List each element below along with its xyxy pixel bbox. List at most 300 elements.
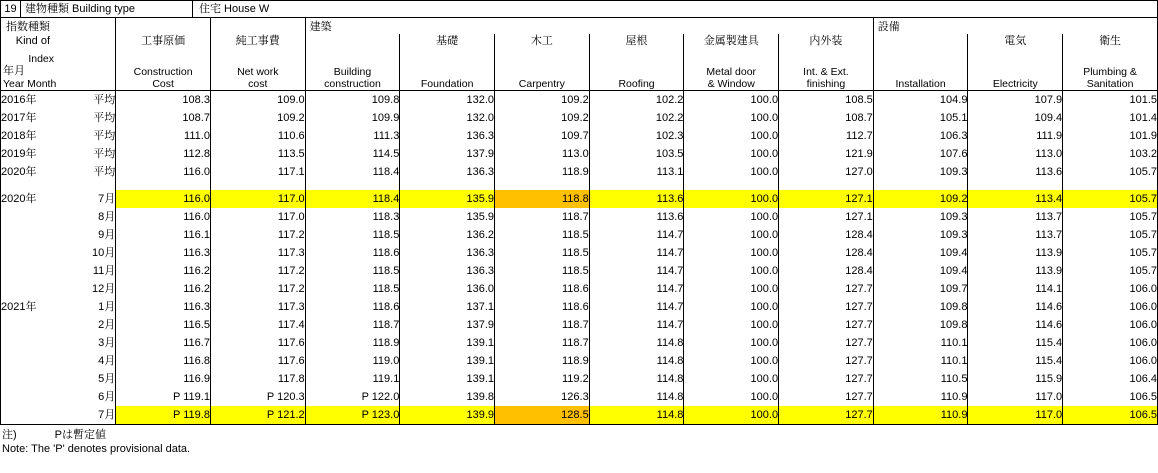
cell-foundation: 135.9 xyxy=(400,208,495,226)
row-month: 2月 xyxy=(54,316,116,334)
col-en-electricity xyxy=(968,48,1063,90)
row-year: 2020年 xyxy=(1,165,37,178)
table-row xyxy=(1,334,1158,352)
cell-electricity: 113.4 xyxy=(968,190,1063,208)
row-year xyxy=(1,388,55,406)
row-month: 7月 xyxy=(54,190,116,208)
spacer-cell xyxy=(495,181,590,190)
cell-foundation: 135.9 xyxy=(400,190,495,208)
col-jp-construction-cost: 工事原価 xyxy=(116,34,211,48)
cell-construction-cost: 116.7 xyxy=(116,334,211,352)
row-month: 8月 xyxy=(54,208,116,226)
cell-plumbing: 105.7 xyxy=(1063,262,1158,280)
cell-construction-cost: 116.0 xyxy=(116,190,211,208)
table-row xyxy=(1,280,1158,298)
header-year-month-en: Year Month xyxy=(3,77,57,90)
cell-building-construction: 118.3 xyxy=(305,208,400,226)
spacer-cell xyxy=(400,181,495,190)
cell-installation: 109.3 xyxy=(873,208,968,226)
cell-installation: 109.4 xyxy=(873,262,968,280)
col-en-plumbing-l2: Sanitation xyxy=(1086,77,1134,90)
cell-foundation: 136.3 xyxy=(400,163,495,181)
cell-roofing: 114.7 xyxy=(589,316,684,334)
header-blank-d xyxy=(400,18,495,34)
cell-electricity: 115.9 xyxy=(968,370,1063,388)
col-en-metal-door xyxy=(684,48,779,90)
cell-metal-door: 100.0 xyxy=(684,370,779,388)
cell-carpentry: 118.7 xyxy=(495,208,590,226)
cell-building-construction: 109.8 xyxy=(305,90,400,109)
cell-roofing: 114.7 xyxy=(589,244,684,262)
cell-metal-door: 100.0 xyxy=(684,352,779,370)
cell-foundation: 139.1 xyxy=(400,370,495,388)
cell-electricity: 114.6 xyxy=(968,316,1063,334)
cell-construction-cost: 112.8 xyxy=(116,145,211,163)
cell-plumbing: 105.7 xyxy=(1063,244,1158,262)
note-jp-text: Pは暫定値 xyxy=(54,428,107,441)
row-month: 10月 xyxy=(54,244,116,262)
spacer-cell xyxy=(116,181,211,190)
cell-electricity: 115.4 xyxy=(968,352,1063,370)
cell-foundation: 132.0 xyxy=(400,90,495,109)
cell-construction-cost: 116.3 xyxy=(116,298,211,316)
cell-metal-door: 100.0 xyxy=(684,127,779,145)
col-en-int-ext-finishing xyxy=(779,48,874,90)
cell-installation: 109.4 xyxy=(873,244,968,262)
spacer-cell xyxy=(1,181,55,190)
cell-metal-door: 100.0 xyxy=(684,190,779,208)
cell-building-construction: 119.0 xyxy=(305,352,400,370)
row-year xyxy=(1,226,55,244)
row-year xyxy=(1,370,55,388)
cell-installation: 110.5 xyxy=(873,370,968,388)
cell-metal-door: 100.0 xyxy=(684,280,779,298)
cell-metal-door: 100.0 xyxy=(684,145,779,163)
col-jp-building-construction xyxy=(305,34,400,48)
cell-electricity: 107.9 xyxy=(968,90,1063,109)
row-month: 3月 xyxy=(54,334,116,352)
cell-carpentry: 118.6 xyxy=(495,280,590,298)
cell-building-construction: 118.5 xyxy=(305,280,400,298)
cell-net-work-cost: P 121.2 xyxy=(210,406,305,425)
cell-installation: 109.7 xyxy=(873,280,968,298)
cell-net-work-cost: 117.0 xyxy=(210,190,305,208)
row-month: 4月 xyxy=(54,352,116,370)
row-year: 2016年 xyxy=(1,93,37,106)
col-jp-int-ext-finishing: 内外装 xyxy=(779,34,874,48)
header-index-kind-jp: 指数種類 xyxy=(6,21,51,33)
col-en-installation xyxy=(873,48,968,90)
col-jp-net-work-cost: 純工事費 xyxy=(210,34,305,48)
cell-int-ext-finishing: 127.7 xyxy=(779,352,874,370)
cell-carpentry: 119.2 xyxy=(495,370,590,388)
cell-metal-door: 100.0 xyxy=(684,226,779,244)
cell-electricity: 113.0 xyxy=(968,145,1063,163)
header-english-row xyxy=(1,48,1158,90)
row-month: 11月 xyxy=(54,262,116,280)
cell-construction-cost: 116.2 xyxy=(116,280,211,298)
col-jp-carpentry: 木工 xyxy=(495,34,590,48)
cell-int-ext-finishing: 108.5 xyxy=(779,90,874,109)
spacer-cell xyxy=(210,181,305,190)
cell-carpentry: 109.2 xyxy=(495,109,590,127)
cell-foundation: 136.0 xyxy=(400,280,495,298)
row-month: 5月 xyxy=(54,370,116,388)
row-month: 7月 xyxy=(54,406,116,425)
cell-electricity: 117.0 xyxy=(968,406,1063,425)
cell-roofing: 114.7 xyxy=(589,262,684,280)
table-row xyxy=(1,226,1158,244)
cell-int-ext-finishing: 127.7 xyxy=(779,334,874,352)
cell-carpentry: 118.9 xyxy=(495,163,590,181)
cell-foundation: 139.1 xyxy=(400,334,495,352)
row-year xyxy=(1,316,55,334)
table-row xyxy=(1,109,1158,127)
cell-int-ext-finishing: 127.1 xyxy=(779,190,874,208)
cell-roofing: 102.2 xyxy=(589,109,684,127)
header-blank-i xyxy=(968,18,1063,34)
col-en-net-work-cost-l1: Net work xyxy=(237,65,279,78)
cell-plumbing: 106.5 xyxy=(1063,406,1158,425)
col-en-building-construction-l2: construction xyxy=(324,77,381,90)
col-jp-roofing: 屋根 xyxy=(589,34,684,48)
row-year: 2017年 xyxy=(1,111,37,124)
header-year-month-jp: 年月 xyxy=(3,64,25,77)
row-year: 2018年 xyxy=(1,129,37,142)
caption-number: 19 xyxy=(1,1,21,17)
cell-int-ext-finishing: 127.0 xyxy=(779,163,874,181)
cell-roofing: 114.8 xyxy=(589,352,684,370)
row-month: 平均 xyxy=(54,145,116,163)
cell-building-construction: 118.9 xyxy=(305,334,400,352)
col-jp-metal-door: 金属製建具 xyxy=(684,34,779,48)
cell-construction-cost: 116.2 xyxy=(116,262,211,280)
note-japanese xyxy=(2,428,1158,442)
cell-carpentry: 126.3 xyxy=(495,388,590,406)
header-blank-k xyxy=(54,34,116,48)
cell-construction-cost: 108.3 xyxy=(116,90,211,109)
col-en-roofing-l1: Roofing xyxy=(618,77,655,90)
cell-foundation: 137.9 xyxy=(400,145,495,163)
col-en-carpentry xyxy=(495,48,590,90)
header-blank-l xyxy=(54,48,116,90)
col-en-plumbing xyxy=(1063,48,1158,90)
table-row xyxy=(1,127,1158,145)
cell-foundation: 132.0 xyxy=(400,109,495,127)
cell-construction-cost: 116.9 xyxy=(116,370,211,388)
header-blank-f xyxy=(589,18,684,34)
cell-foundation: 136.3 xyxy=(400,262,495,280)
cell-building-construction: 109.9 xyxy=(305,109,400,127)
col-en-carpentry-l1: Carpentry xyxy=(518,77,565,90)
spacer-cell xyxy=(305,181,400,190)
cell-building-construction: P 122.0 xyxy=(305,388,400,406)
cell-plumbing: 106.0 xyxy=(1063,298,1158,316)
col-en-construction-cost-l1: Construction xyxy=(133,65,193,78)
cell-construction-cost: P 119.8 xyxy=(116,406,211,425)
cell-carpentry: 118.7 xyxy=(495,334,590,352)
table-row xyxy=(1,316,1158,334)
header-blank-b xyxy=(116,18,211,34)
cell-construction-cost: 116.5 xyxy=(116,316,211,334)
cell-carpentry: 109.7 xyxy=(495,127,590,145)
cell-construction-cost: 116.1 xyxy=(116,226,211,244)
cell-roofing: 114.7 xyxy=(589,226,684,244)
cell-net-work-cost: 117.2 xyxy=(210,226,305,244)
cell-net-work-cost: 117.1 xyxy=(210,163,305,181)
row-year xyxy=(1,334,55,352)
row-year: 2021年 xyxy=(1,300,37,313)
cell-plumbing: 105.7 xyxy=(1063,208,1158,226)
cell-construction-cost: P 119.1 xyxy=(116,388,211,406)
cell-electricity: 111.9 xyxy=(968,127,1063,145)
col-jp-electricity: 電気 xyxy=(968,34,1063,48)
cell-metal-door: 100.0 xyxy=(684,334,779,352)
header-group-equipment: 設備 xyxy=(873,18,968,34)
cell-metal-door: 100.0 xyxy=(684,388,779,406)
header-group-construction: 建築 xyxy=(305,18,400,34)
cell-electricity: 117.0 xyxy=(968,388,1063,406)
cell-plumbing: 106.5 xyxy=(1063,388,1158,406)
cell-building-construction: 118.6 xyxy=(305,298,400,316)
cell-int-ext-finishing: 128.4 xyxy=(779,244,874,262)
header-group-row xyxy=(1,18,1158,34)
table-row xyxy=(1,145,1158,163)
cell-metal-door: 100.0 xyxy=(684,262,779,280)
caption-label: 建物種類 Building type xyxy=(21,1,193,17)
cell-plumbing: 101.5 xyxy=(1063,90,1158,109)
header-blank-c xyxy=(210,18,305,34)
col-en-roofing xyxy=(589,48,684,90)
cell-roofing: 113.1 xyxy=(589,163,684,181)
cell-electricity: 114.1 xyxy=(968,280,1063,298)
cell-electricity: 109.4 xyxy=(968,109,1063,127)
cell-net-work-cost: 109.0 xyxy=(210,90,305,109)
cell-construction-cost: 116.0 xyxy=(116,163,211,181)
header-blank-g xyxy=(684,18,779,34)
header-index-word: Index xyxy=(28,52,55,65)
cell-net-work-cost: 110.6 xyxy=(210,127,305,145)
header-kind-of: Kind of xyxy=(15,35,51,47)
row-year xyxy=(1,244,55,262)
cell-carpentry: 118.9 xyxy=(495,352,590,370)
cell-foundation: 136.3 xyxy=(400,127,495,145)
cell-foundation: 139.1 xyxy=(400,352,495,370)
cell-net-work-cost: 117.2 xyxy=(210,262,305,280)
cell-electricity: 114.6 xyxy=(968,298,1063,316)
cell-roofing: 113.6 xyxy=(589,208,684,226)
cell-net-work-cost: 117.8 xyxy=(210,370,305,388)
cell-roofing: 113.6 xyxy=(589,190,684,208)
col-en-building-construction xyxy=(305,48,400,90)
cell-building-construction: P 123.0 xyxy=(305,406,400,425)
cell-int-ext-finishing: 121.9 xyxy=(779,145,874,163)
col-en-metal-door-l2: & Window xyxy=(707,77,755,90)
cell-int-ext-finishing: 128.4 xyxy=(779,226,874,244)
cell-installation: 110.9 xyxy=(873,388,968,406)
cell-building-construction: 111.3 xyxy=(305,127,400,145)
cell-int-ext-finishing: 127.7 xyxy=(779,298,874,316)
row-year xyxy=(1,262,55,280)
caption-row xyxy=(0,0,1158,18)
cell-metal-door: 100.0 xyxy=(684,109,779,127)
row-year xyxy=(1,208,55,226)
col-en-int-ext-finishing-l2: finishing xyxy=(806,77,846,90)
table-row xyxy=(1,190,1158,208)
cell-metal-door: 100.0 xyxy=(684,298,779,316)
cell-foundation: 137.1 xyxy=(400,298,495,316)
cell-plumbing: 106.0 xyxy=(1063,334,1158,352)
row-month: 6月 xyxy=(54,388,116,406)
col-jp-plumbing: 衛生 xyxy=(1063,34,1158,48)
row-month: 平均 xyxy=(54,127,116,145)
cell-installation: 110.1 xyxy=(873,352,968,370)
cell-electricity: 113.7 xyxy=(968,226,1063,244)
spacer-cell xyxy=(779,181,874,190)
row-month: 9月 xyxy=(54,226,116,244)
cell-plumbing: 105.7 xyxy=(1063,190,1158,208)
cell-roofing: 114.8 xyxy=(589,370,684,388)
table-row xyxy=(1,388,1158,406)
cell-foundation: 136.2 xyxy=(400,226,495,244)
cell-roofing: 114.7 xyxy=(589,280,684,298)
col-en-metal-door-l1: Metal door xyxy=(706,65,757,78)
cell-int-ext-finishing: 127.7 xyxy=(779,388,874,406)
row-month: 1月 xyxy=(54,298,116,316)
cell-plumbing: 101.4 xyxy=(1063,109,1158,127)
cell-plumbing: 106.4 xyxy=(1063,370,1158,388)
cell-int-ext-finishing: 127.7 xyxy=(779,406,874,425)
caption-value: 住宅 House W xyxy=(199,3,270,15)
row-year: 2019年 xyxy=(1,147,37,160)
header-kindof-row xyxy=(1,34,1158,48)
table-row xyxy=(1,370,1158,388)
col-en-plumbing-l1: Plumbing & xyxy=(1083,65,1137,78)
header-year-month xyxy=(1,48,55,90)
col-en-building-construction-l1: Building xyxy=(333,65,372,78)
index-table xyxy=(0,18,1158,425)
cell-roofing: 102.2 xyxy=(589,90,684,109)
cell-int-ext-finishing: 127.1 xyxy=(779,208,874,226)
cell-construction-cost: 108.7 xyxy=(116,109,211,127)
cell-installation: 109.8 xyxy=(873,316,968,334)
table-row xyxy=(1,208,1158,226)
spacer-cell xyxy=(1063,181,1158,190)
notes-block xyxy=(0,428,1158,456)
cell-building-construction: 118.4 xyxy=(305,163,400,181)
col-jp-foundation: 基礎 xyxy=(400,34,495,48)
cell-int-ext-finishing: 127.7 xyxy=(779,316,874,334)
cell-plumbing: 106.0 xyxy=(1063,352,1158,370)
header-blank-h xyxy=(779,18,874,34)
col-en-int-ext-finishing-l1: Int. & Ext. xyxy=(803,65,849,78)
cell-net-work-cost: 117.6 xyxy=(210,334,305,352)
col-jp-installation xyxy=(873,34,968,48)
spacer-cell xyxy=(684,181,779,190)
cell-electricity: 115.4 xyxy=(968,334,1063,352)
table-row xyxy=(1,352,1158,370)
cell-int-ext-finishing: 112.7 xyxy=(779,127,874,145)
cell-construction-cost: 116.8 xyxy=(116,352,211,370)
cell-carpentry: 118.6 xyxy=(495,298,590,316)
cell-carpentry: 128.5 xyxy=(495,406,590,425)
cell-carpentry: 113.0 xyxy=(495,145,590,163)
cell-carpentry: 109.2 xyxy=(495,90,590,109)
cell-plumbing: 103.2 xyxy=(1063,145,1158,163)
header-blank-a xyxy=(54,18,116,34)
table-row xyxy=(1,163,1158,181)
cell-plumbing: 106.0 xyxy=(1063,280,1158,298)
spacer-row xyxy=(1,181,1158,190)
col-en-electricity-l1: Electricity xyxy=(992,77,1038,90)
cell-building-construction: 118.6 xyxy=(305,244,400,262)
col-en-installation-l1: Installation xyxy=(895,77,946,90)
cell-electricity: 113.7 xyxy=(968,208,1063,226)
cell-plumbing: 105.7 xyxy=(1063,163,1158,181)
cell-metal-door: 100.0 xyxy=(684,316,779,334)
cell-roofing: 114.7 xyxy=(589,298,684,316)
cell-installation: 110.9 xyxy=(873,406,968,425)
cell-building-construction: 118.4 xyxy=(305,190,400,208)
table-row xyxy=(1,298,1158,316)
cell-construction-cost: 111.0 xyxy=(116,127,211,145)
cell-building-construction: 118.5 xyxy=(305,262,400,280)
cell-net-work-cost: 117.6 xyxy=(210,352,305,370)
cell-foundation: 139.8 xyxy=(400,388,495,406)
spacer-cell xyxy=(589,181,684,190)
row-year: 2020年 xyxy=(1,192,37,205)
cell-installation: 105.1 xyxy=(873,109,968,127)
note-english: Note: The 'P' denotes provisional data. xyxy=(2,442,191,455)
table-row xyxy=(1,244,1158,262)
cell-electricity: 113.6 xyxy=(968,163,1063,181)
cell-metal-door: 100.0 xyxy=(684,208,779,226)
col-en-foundation-l1: Foundation xyxy=(420,77,474,90)
table-row xyxy=(1,262,1158,280)
cell-net-work-cost: P 120.3 xyxy=(210,388,305,406)
table-row xyxy=(1,90,1158,109)
col-en-net-work-cost-l2: cost xyxy=(248,77,268,90)
spacer-cell xyxy=(968,181,1063,190)
cell-construction-cost: 116.3 xyxy=(116,244,211,262)
cell-roofing: 103.5 xyxy=(589,145,684,163)
cell-metal-door: 100.0 xyxy=(684,163,779,181)
table-row xyxy=(1,406,1158,425)
cell-metal-door: 100.0 xyxy=(684,406,779,425)
cell-installation: 107.6 xyxy=(873,145,968,163)
cell-foundation: 136.3 xyxy=(400,244,495,262)
cell-int-ext-finishing: 127.7 xyxy=(779,370,874,388)
spacer-cell xyxy=(54,181,116,190)
cell-installation: 109.3 xyxy=(873,163,968,181)
cell-building-construction: 114.5 xyxy=(305,145,400,163)
note-jp-label: 注) xyxy=(2,428,17,441)
cell-plumbing: 101.9 xyxy=(1063,127,1158,145)
cell-roofing: 102.3 xyxy=(589,127,684,145)
cell-carpentry: 118.5 xyxy=(495,244,590,262)
row-month: 平均 xyxy=(54,163,116,181)
cell-plumbing: 105.7 xyxy=(1063,226,1158,244)
cell-net-work-cost: 109.2 xyxy=(210,109,305,127)
cell-installation: 106.3 xyxy=(873,127,968,145)
cell-installation: 104.9 xyxy=(873,90,968,109)
col-en-foundation xyxy=(400,48,495,90)
cell-roofing: 114.8 xyxy=(589,334,684,352)
row-month: 12月 xyxy=(54,280,116,298)
col-en-net-work-cost xyxy=(210,48,305,90)
cell-net-work-cost: 117.2 xyxy=(210,280,305,298)
cell-carpentry: 118.8 xyxy=(495,190,590,208)
